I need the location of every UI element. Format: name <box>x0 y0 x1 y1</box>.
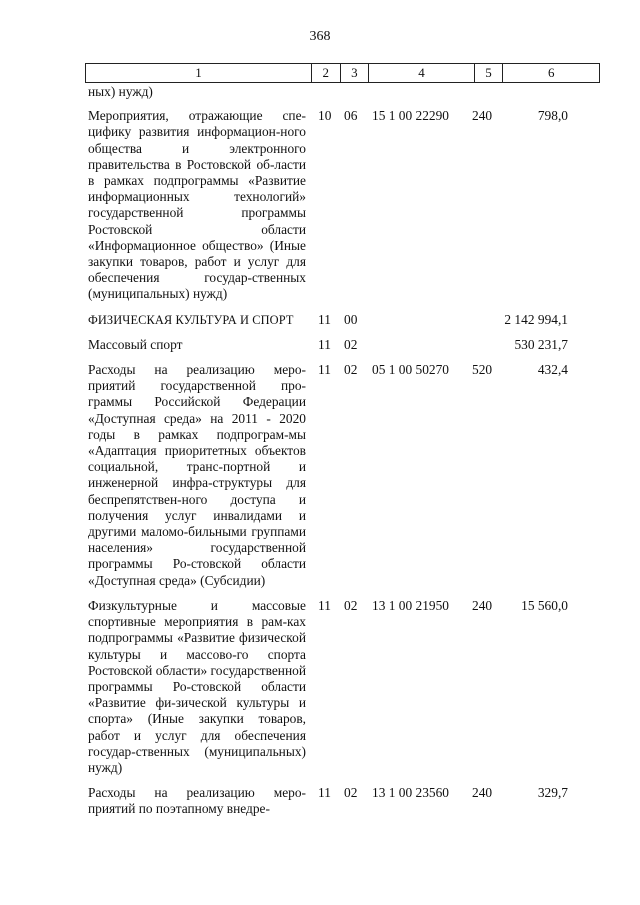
row-target-item: 05 1 00 50270 <box>372 362 449 378</box>
row-section: 11 <box>318 311 331 327</box>
row-subsection: 02 <box>344 597 358 613</box>
row-amount <box>502 84 568 100</box>
row-description: Массовый спорт <box>88 336 183 352</box>
row-target-item <box>370 312 472 328</box>
table-row <box>88 785 600 817</box>
row-target-item: 13 1 00 21950 <box>372 597 449 613</box>
row-expense-type: 240 <box>472 597 493 613</box>
row-subsection <box>344 84 370 100</box>
row-section: 11 <box>318 597 331 613</box>
table-row <box>88 108 600 302</box>
table-row <box>88 312 600 328</box>
row-expense-type: 240 <box>472 108 493 124</box>
page-number: 368 <box>309 29 331 44</box>
row-description: ФИЗИЧЕСКАЯ КУЛЬТУРА И СПОРТ <box>88 312 294 327</box>
header-col-5: 5 <box>475 64 504 82</box>
row-expense-type <box>472 337 502 353</box>
row-subsection: 00 <box>344 311 358 327</box>
row-section: 11 <box>318 336 331 352</box>
row-section: 11 <box>318 785 331 801</box>
row-target-item: 15 1 00 22290 <box>372 108 449 124</box>
table-row <box>88 337 600 353</box>
table-row <box>88 598 600 776</box>
table-row <box>88 84 600 100</box>
row-subsection: 02 <box>344 336 358 352</box>
header-col-6: 6 <box>547 65 555 80</box>
row-amount: 329,7 <box>537 785 568 801</box>
table-row <box>88 362 600 589</box>
row-amount: 2 142 994,1 <box>504 311 568 327</box>
header-col-2: 2 <box>312 64 341 82</box>
row-target-item <box>370 337 472 353</box>
row-subsection: 06 <box>344 108 358 124</box>
row-amount: 15 560,0 <box>521 597 568 613</box>
header-col-4: 4 <box>369 64 475 82</box>
row-description: Физкультурные и массовые спортивные мероприятия в рам-ках подпрограммы «Развитие физической культуры и массово-го спорта Ростовской области» государственной программы Ро-стовской области «Развитие фи-зической культуры и спорта» (Иные закупки товаров, работ и услуг для обеспечения государ-ственных (муниципальных) нужд) <box>88 597 306 775</box>
row-section <box>318 84 344 100</box>
row-subsection: 02 <box>344 785 358 801</box>
row-subsection: 02 <box>344 362 358 378</box>
row-description: ных) нужд) <box>88 84 153 99</box>
row-expense-type <box>472 84 502 100</box>
row-description: Мероприятия, отражающие спе-цифику развития информацион-ного общества и электронного правительства в Ростовской об-ласти в рамках подпрограммы «Развитие информационных технологий» государственной программы Ростовской области «Информационное общество» (Иные закупки товаров, работ и услуг для обеспечения государ-ственных (муниципальных) нужд) <box>88 108 306 302</box>
table-header <box>85 63 600 83</box>
row-amount: 530 231,7 <box>514 336 568 352</box>
row-amount: 798,0 <box>537 108 568 124</box>
row-section: 10 <box>318 108 332 124</box>
row-expense-type: 240 <box>472 785 493 801</box>
row-description: Расходы на реализацию меро-приятий по поэтапному внедре- <box>88 785 306 817</box>
row-section: 11 <box>318 362 331 378</box>
budget-table-body <box>88 84 600 827</box>
row-expense-type: 520 <box>472 362 493 378</box>
header-col-1: 1 <box>86 64 312 82</box>
row-target-item: 13 1 00 23560 <box>372 785 449 801</box>
row-amount: 432,4 <box>537 362 568 378</box>
row-target-item <box>370 84 472 100</box>
row-expense-type <box>472 312 502 328</box>
header-col-3: 3 <box>341 64 370 82</box>
row-description: Расходы на реализацию меро-приятий государственной про-граммы Российской Федерации «Доступная среда» на 2011 - 2020 годы в рамках подпрограм-мы «Адаптация приоритетных объектов социальной, транс-портной и инженерной инфра-структуры для беспрепятствен-ного доступа и получения услуг инвалидами и другими маломо-бильными группами населения» государственной программы Ро-стовской области «Доступная среда» (Субсидии) <box>88 362 306 588</box>
